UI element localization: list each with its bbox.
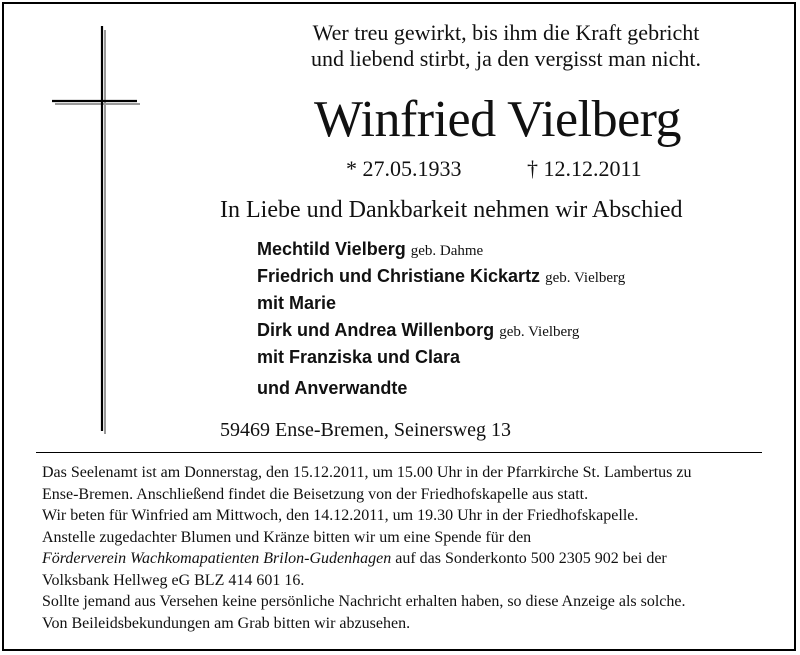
deceased-name: Winfried Vielberg <box>314 91 682 148</box>
divider <box>36 452 762 453</box>
family-entry <box>257 318 625 345</box>
family-list <box>257 237 625 403</box>
death-date: † 12.12.2011 <box>527 156 642 181</box>
family-name: Friedrich und Christiane Kickartz <box>257 266 541 286</box>
notice-line-4: Anstelle zugedachter Blumen und Kränze bitten wir um eine Spende für den <box>42 528 532 546</box>
notice-line-6: Volksbank Hellweg eG BLZ 414 601 16. <box>42 571 305 589</box>
family-entry <box>257 291 625 318</box>
notice-line-8: Von Beileidsbekundungen am Grab bitten wir abzusehen. <box>42 614 411 632</box>
verse-line-2: und liebend stirbt, ja den vergisst man nicht. <box>310 46 702 71</box>
family-name: mit Marie <box>257 293 337 313</box>
family-entry <box>257 345 625 372</box>
obituary-notice <box>2 2 796 651</box>
notice-line-3: Wir beten für Winfried am Mittwoch, den 14.12.2011, um 19.30 Uhr in der Friedhofskapelle. <box>42 507 639 524</box>
family-name: mit Franziska und Clara <box>257 347 461 367</box>
family-entry <box>257 372 625 403</box>
service-notice <box>42 462 691 634</box>
notice-line-1: Das Seelenamt ist am Donnerstag, den 15.12.2011, um 15.00 Uhr in der Pfarrkirche St. Lambertus zu <box>42 464 692 481</box>
family-maiden-note: geb. Vielberg <box>545 270 626 286</box>
notice-line-5 <box>42 548 691 570</box>
family-name: Dirk und Andrea Willenborg <box>257 320 495 340</box>
family-entry <box>257 237 625 264</box>
charity-name: Förderverein Wachkomapatienten Brilon-Gudenhagen <box>42 550 392 567</box>
account-text: auf das Sonderkonto 500 2305 902 bei der <box>391 550 667 567</box>
latin-cross-icon <box>52 26 142 436</box>
address: 59469 Ense-Bremen, Seinersweg 13 <box>220 419 512 441</box>
birth-date: * 27.05.1933 <box>346 156 462 181</box>
family-name: und Anverwandte <box>257 378 408 398</box>
notice-line-7: Sollte jemand aus Versehen keine persönliche Nachricht erhalten haben, so diese Anzeige als solche. <box>42 593 686 610</box>
family-maiden-note: geb. Dahme <box>410 243 484 259</box>
notice-line-2: Ense-Bremen. Anschließend findet die Beisetzung von der Friedhofskapelle aus statt. <box>42 485 589 503</box>
verse-line-1: Wer treu gewirkt, bis ihm die Kraft gebricht <box>312 20 700 45</box>
farewell-line: In Liebe und Dankbarkeit nehmen wir Abschied <box>220 197 683 223</box>
family-name: Mechtild Vielberg <box>257 239 406 259</box>
family-maiden-note: geb. Vielberg <box>499 324 580 340</box>
family-entry <box>257 264 625 291</box>
